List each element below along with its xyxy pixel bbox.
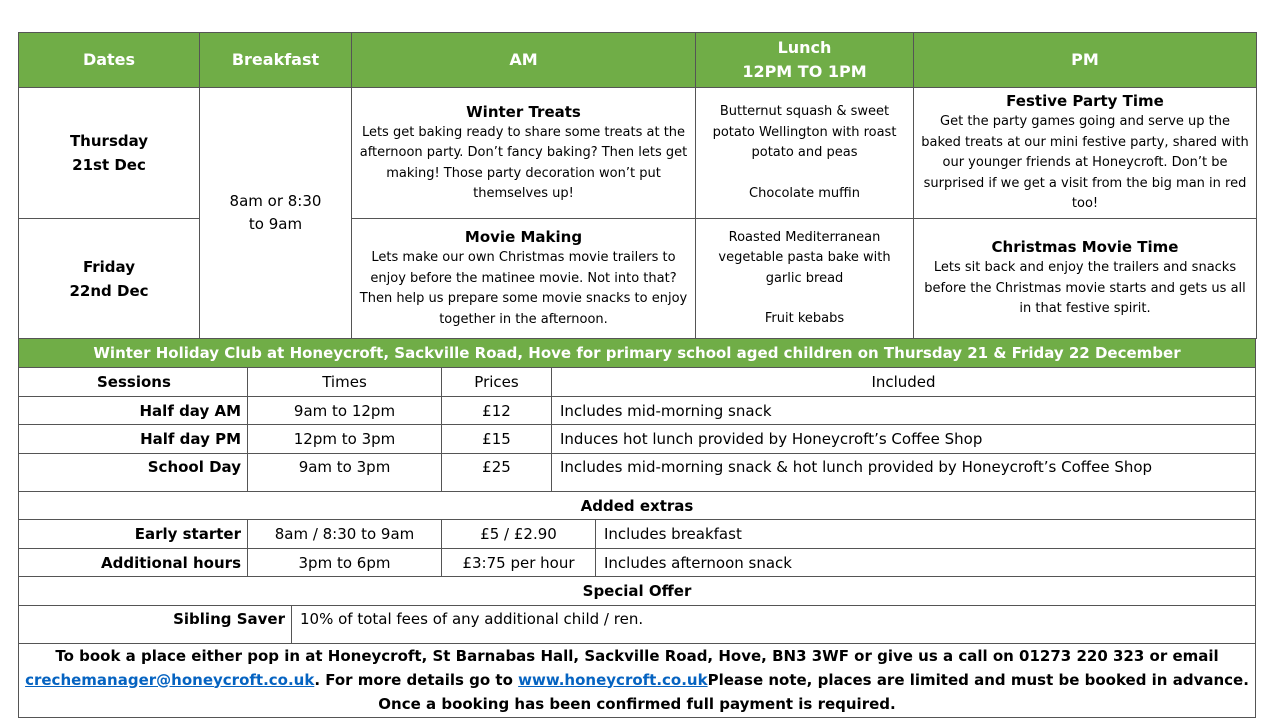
- extra-time: 3pm to 6pm: [247, 549, 441, 577]
- table-row: [18, 425, 1256, 454]
- offer-text: 10% of total fees of any additional child / ren.: [291, 606, 1255, 643]
- table-row: [18, 520, 1256, 549]
- booking-info: To book a place either pop in at Honeycroft, St Barnabas Hall, Sackville Road, Hove, BN3 3WF or give us a call on 01273 220 323 or email: [55, 646, 1219, 665]
- details-text: . For more details go to: [314, 670, 519, 689]
- day-name: Friday: [82, 257, 135, 276]
- payment-note: Once a booking has been confirmed full payment is required.: [378, 694, 896, 713]
- offer-row: [18, 606, 1256, 644]
- prices-header: Prices: [441, 368, 551, 396]
- breakfast-header: Breakfast: [200, 33, 352, 88]
- offer-heading-row: [18, 577, 1256, 606]
- included-header: Included: [551, 368, 1255, 396]
- table-row: [18, 549, 1256, 578]
- lunch-thursday: [696, 88, 914, 219]
- breakfast-time-line1: 8am or 8:30: [229, 192, 322, 210]
- times-header: Times: [247, 368, 441, 396]
- am-header: AM: [352, 33, 696, 88]
- lunch-header: [696, 33, 914, 88]
- dates-header: Dates: [19, 33, 200, 88]
- session-price: £12: [441, 397, 551, 425]
- lunch-dessert: Chocolate muffin: [749, 185, 860, 201]
- activity-description: Lets make our own Christmas movie trailers to enjoy before the matinee movie. Not into that? Then help us prepare some movie snacks to enjoy together in the afternoon.: [359, 250, 688, 327]
- pricing-table: [18, 367, 1256, 644]
- table-row: [18, 454, 1256, 492]
- schedule-table: [18, 32, 1257, 339]
- extra-name: Additional hours: [101, 553, 241, 572]
- offer-label: Sibling Saver: [173, 609, 285, 628]
- lunch-main: Roasted Mediterranean vegetable pasta bake with garlic bread: [718, 229, 891, 286]
- session-price: £25: [441, 454, 551, 491]
- activity-title: Movie Making: [464, 228, 583, 246]
- session-name: Half day AM: [139, 401, 241, 420]
- extra-price: £5 / £2.90: [441, 520, 595, 548]
- extra-price: £3:75 per hour: [441, 549, 595, 577]
- pricing-header-row: [18, 368, 1256, 397]
- places-note: Please note, places are limited and must be booked in advance.: [707, 670, 1249, 689]
- lunch-main: Butternut squash & sweet potato Wellington with roast potato and peas: [712, 104, 897, 160]
- day-name: Thursday: [69, 132, 149, 150]
- email-link[interactable]: crechemanager@honeycroft.co.uk: [25, 670, 315, 689]
- session-name: Half day PM: [140, 430, 241, 448]
- date-friday: [19, 219, 200, 339]
- session-included: Includes mid-morning snack & hot lunch provided by Honeycroft’s Coffee Shop: [551, 454, 1255, 491]
- booking-footer: [18, 644, 1256, 718]
- extra-name: Early starter: [134, 525, 241, 543]
- activity-title: Christmas Movie Time: [991, 238, 1179, 257]
- breakfast-time-line2: to 9am: [248, 215, 303, 233]
- lunch-header-label: Lunch: [777, 38, 832, 57]
- day-date: 21st Dec: [72, 156, 146, 174]
- table-row: [18, 397, 1256, 426]
- extra-time: 8am / 8:30 to 9am: [247, 520, 441, 548]
- activity-title: Winter Treats: [466, 102, 581, 121]
- breakfast-time: [200, 88, 352, 339]
- session-price: £15: [441, 425, 551, 453]
- page: [18, 32, 1256, 718]
- session-time: 12pm to 3pm: [247, 425, 441, 453]
- website-link[interactable]: www.honeycroft.co.uk: [518, 670, 708, 689]
- am-activity-thursday: [352, 88, 696, 219]
- activity-description: Get the party games going and serve up the baked treats at our mini festive party, shared with our younger friends at Honeycroft. Don’t be surprised if we get a visit from the big man in red too!: [921, 114, 1249, 212]
- session-time: 9am to 12pm: [247, 397, 441, 425]
- date-thursday: [19, 88, 200, 219]
- session-included: Induces hot lunch provided by Honeycroft’s Coffee Shop: [551, 425, 1255, 453]
- session-name: School Day: [147, 457, 241, 476]
- schedule-row-thursday: [19, 88, 1257, 219]
- lunch-dessert: Fruit kebabs: [764, 311, 845, 326]
- sessions-header: Sessions: [97, 373, 171, 391]
- activity-description: Lets sit back and enjoy the trailers and snacks before the Christmas movie starts and gets us all in that festive spirit.: [924, 260, 1246, 317]
- extras-heading: Added extras: [580, 496, 694, 515]
- schedule-header-row: [19, 33, 1257, 88]
- session-included: Includes mid-morning snack: [551, 397, 1255, 425]
- pm-header: PM: [914, 33, 1257, 88]
- holiday-club-banner: Winter Holiday Club at Honeycroft, Sackville Road, Hove for primary school aged children on Thursday 21 & Friday 22 December: [18, 339, 1256, 367]
- activity-title: Festive Party Time: [1006, 92, 1164, 111]
- offer-heading: Special Offer: [582, 582, 692, 600]
- extras-heading-row: [18, 492, 1256, 521]
- pm-activity-friday: [914, 219, 1257, 339]
- extra-included: Includes afternoon snack: [595, 549, 1255, 577]
- am-activity-friday: [352, 219, 696, 339]
- activity-description: Lets get baking ready to share some treats at the afternoon party. Don’t fancy baking? Then lets get making! Those party decoration won’t put themselves up!: [359, 124, 688, 201]
- extra-included: Includes breakfast: [595, 520, 1255, 548]
- pm-activity-thursday: [914, 88, 1257, 219]
- lunch-header-time: 12PM TO 1PM: [742, 62, 867, 81]
- day-date: 22nd Dec: [69, 281, 149, 300]
- lunch-friday: [696, 219, 914, 339]
- session-time: 9am to 3pm: [247, 454, 441, 491]
